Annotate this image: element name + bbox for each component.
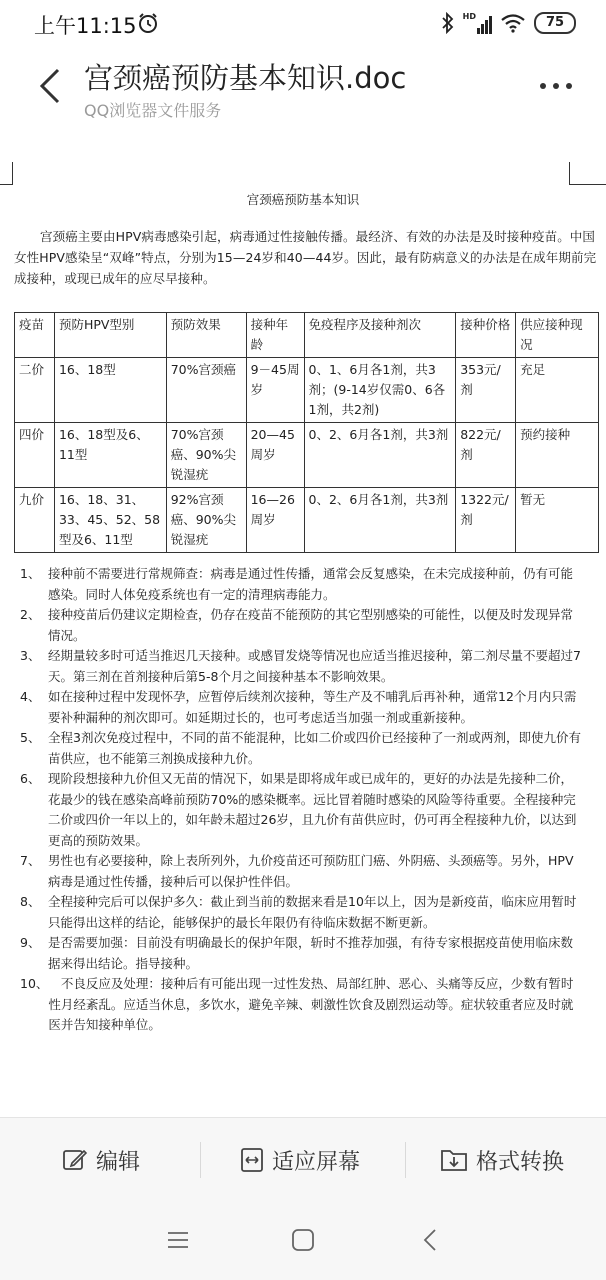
document-viewer[interactable] [0, 132, 606, 1117]
edit-label: 编辑 [96, 1149, 141, 1175]
table-header-cell: 预防HPV型别 [54, 313, 166, 358]
toolbar-divider [405, 1142, 406, 1178]
table-cell: 70%宫颈癌 [166, 358, 246, 423]
bottom-toolbar [0, 1117, 606, 1202]
table-cell: 充足 [516, 358, 599, 423]
document-intro: 宫颈癌主要由HPV病毒感染引起，病毒通过性接触传播。最经济、有效的办法是及时接种疫苗。中国女性HPV感染呈“双峰”特点，分别为15—24岁和40—44岁。因此，最有防病意义的办法是在成年期前完成接种，或现已成年的应尽早接种。 [14, 229, 597, 286]
app-header [0, 48, 606, 133]
table-cell: 预约接种 [516, 423, 599, 488]
table-header-cell: 接种年龄 [246, 313, 304, 358]
list-item [20, 728, 582, 769]
table-cell: 九价 [15, 488, 55, 553]
table-header-cell: 供应接种现况 [516, 313, 599, 358]
status-bar [0, 0, 606, 48]
table-header-cell: 预防效果 [166, 313, 246, 358]
table-cell: 92%宫颈癌、90%尖锐湿疣 [166, 488, 246, 553]
table-header-row [15, 313, 599, 358]
note-number: 7、 [20, 853, 41, 868]
note-text: 是否需要加强：目前没有明确最长的保护年限，斩时不推荐加强，有待专家根据疫苗使用临床数据来得出结论。指导接种。 [48, 935, 574, 971]
list-item [20, 933, 582, 974]
table-cell: 16、18型及6、11型 [54, 423, 166, 488]
battery-indicator: 75 [534, 12, 576, 34]
vaccine-table [14, 312, 599, 553]
note-text: 接种前不需要进行常规筛查：病毒是通过性传播，通常会反复感染，在未完成接种前，仍有可能感染。同时人体免疫系统也有一定的清理病毒能力。 [48, 566, 574, 602]
table-cell: 四价 [15, 423, 55, 488]
note-text: 不良反应及处理：接种后有可能出现一过性发热、局部红肿、恶心、头痛等反应，少数有暂时性月经紊乱。应适当休息，多饮水，避免辛辣、刺激性饮食及剧烈运动等。症状较重者应及时就医并告知接种单位。 [48, 976, 574, 1032]
document-title: 宫颈癌预防基本知识 [246, 192, 360, 207]
table-cell: 二价 [15, 358, 55, 423]
table-header-cell: 接种价格 [456, 313, 516, 358]
note-text: 如在接种过程中发现怀孕，应暂停后续剂次接种，等生产及不哺乳后再补种，通常12个月内只需要补种漏种的剂次即可。如延期过长的，也可考虑适当加强一剂或重新接种。 [48, 689, 577, 725]
list-item [20, 687, 582, 728]
wifi-icon [500, 13, 526, 33]
table-cell: 16、18、31、33、45、52、58型及6、11型 [54, 488, 166, 553]
note-number: 5、 [20, 730, 41, 745]
note-text: 接种疫苗后仍建议定期检查，仍存在疫苗不能预防的其它型别感染的可能性，以便及时发现异常情况。 [48, 607, 574, 643]
note-number: 2、 [20, 607, 41, 622]
signal-icon [463, 12, 492, 34]
status-time: 上午11:15 [34, 14, 137, 38]
note-text: 现阶段想接种九价但又无苗的情况下，如果是即将成年或已成年的，更好的办法是先接种二价，花最少的钱在感染高峰前预防70%的感染概率。远比冒着随时感染的风险等待重要。全程接种完二价或四价一年以上的，如年龄未超过26岁，且九价有苗供应时，仍可再全程接种九价，以达到更高的预防效果。 [48, 771, 577, 848]
table-row [15, 488, 599, 553]
note-text: 全程3剂次免疫过程中，不同的苗不能混种，比如二价或四价已经接种了一剂或两剂，即使九价有苗供应，也不能第三剂换成接种九价。 [48, 730, 581, 766]
note-number: 6、 [20, 771, 41, 786]
edit-button[interactable] [62, 1142, 140, 1178]
list-item [20, 564, 582, 605]
table-cell: 暂无 [516, 488, 599, 553]
bluetooth-icon [441, 12, 455, 34]
table-header-cell: 免疫程序及接种剂次 [304, 313, 456, 358]
table-cell: 70%宫颈癌、90%尖锐湿疣 [166, 423, 246, 488]
menu-icon[interactable] [165, 1227, 191, 1253]
back-arrow-icon[interactable] [34, 66, 64, 106]
network-label: HD [462, 12, 476, 21]
note-text: 男性也有必要接种，除上表所列外，九价疫苗还可预防肛门癌、外阴癌、头颈癌等。另外，HPV病毒是通过性传播，接种后可以保护性伴侣。 [48, 853, 574, 889]
format-convert-label: 格式转换 [476, 1149, 565, 1175]
folder-convert-icon [440, 1147, 468, 1173]
table-cell: 0、2、6月各1剂，共3剂 [304, 488, 456, 553]
note-number: 10、 [20, 976, 49, 991]
note-text: 全程接种完后可以保护多久：截止到当前的数据来看是10年以上，因为是新疫苗，临床应用暂时只能得出这样的结论，能够保护的最长年限仍有待临床数据不断更新。 [48, 894, 577, 930]
fit-screen-button[interactable] [240, 1142, 360, 1178]
list-item [20, 769, 582, 851]
list-item [20, 851, 582, 892]
table-cell: 822元/剂 [456, 423, 516, 488]
notes-list [20, 564, 582, 1036]
table-row [15, 358, 599, 423]
page-subtitle: QQ浏览器文件服务 [84, 101, 222, 120]
table-cell: 353元/剂 [456, 358, 516, 423]
list-item [20, 646, 582, 687]
note-number: 4、 [20, 689, 41, 704]
table-row [15, 423, 599, 488]
table-cell: 9－45周岁 [246, 358, 304, 423]
table-cell: 0、2、6月各1剂，共3剂 [304, 423, 456, 488]
list-item [20, 605, 582, 646]
table-cell: 20—45周岁 [246, 423, 304, 488]
back-nav-icon[interactable] [418, 1227, 444, 1253]
table-cell: 1322元/剂 [456, 488, 516, 553]
alarm-icon [137, 12, 159, 34]
home-icon[interactable] [290, 1227, 316, 1253]
table-header-cell: 疫苗 [15, 313, 55, 358]
table-cell: 0、1、6月各1剂，共3剂；(9-14岁仅需0、6各1剂，共2剂) [304, 358, 456, 423]
more-options-icon[interactable] [538, 80, 574, 92]
note-number: 1、 [20, 566, 41, 581]
page-title: 宫颈癌预防基本知识.doc [84, 61, 407, 95]
system-nav-bar [0, 1201, 606, 1280]
table-cell: 16—26周岁 [246, 488, 304, 553]
format-convert-button[interactable] [440, 1142, 564, 1178]
note-number: 9、 [20, 935, 41, 950]
list-item [20, 974, 582, 1036]
toolbar-divider [200, 1142, 201, 1178]
page-corner-mark-left [0, 162, 13, 185]
list-item [20, 892, 582, 933]
note-number: 8、 [20, 894, 41, 909]
note-number: 3、 [20, 648, 41, 663]
edit-icon [62, 1147, 88, 1173]
note-text: 经期量较多时可适当推迟几天接种。或感冒发烧等情况也应适当推迟接种，第二剂尽量不要超过7天。第三剂在首剂接种后第5-8个月之间接种基本不影响效果。 [48, 648, 581, 684]
fit-screen-label: 适应屏幕 [272, 1149, 361, 1175]
table-cell: 16、18型 [54, 358, 166, 423]
page-corner-mark-right [569, 162, 606, 185]
fit-screen-icon [240, 1147, 264, 1173]
